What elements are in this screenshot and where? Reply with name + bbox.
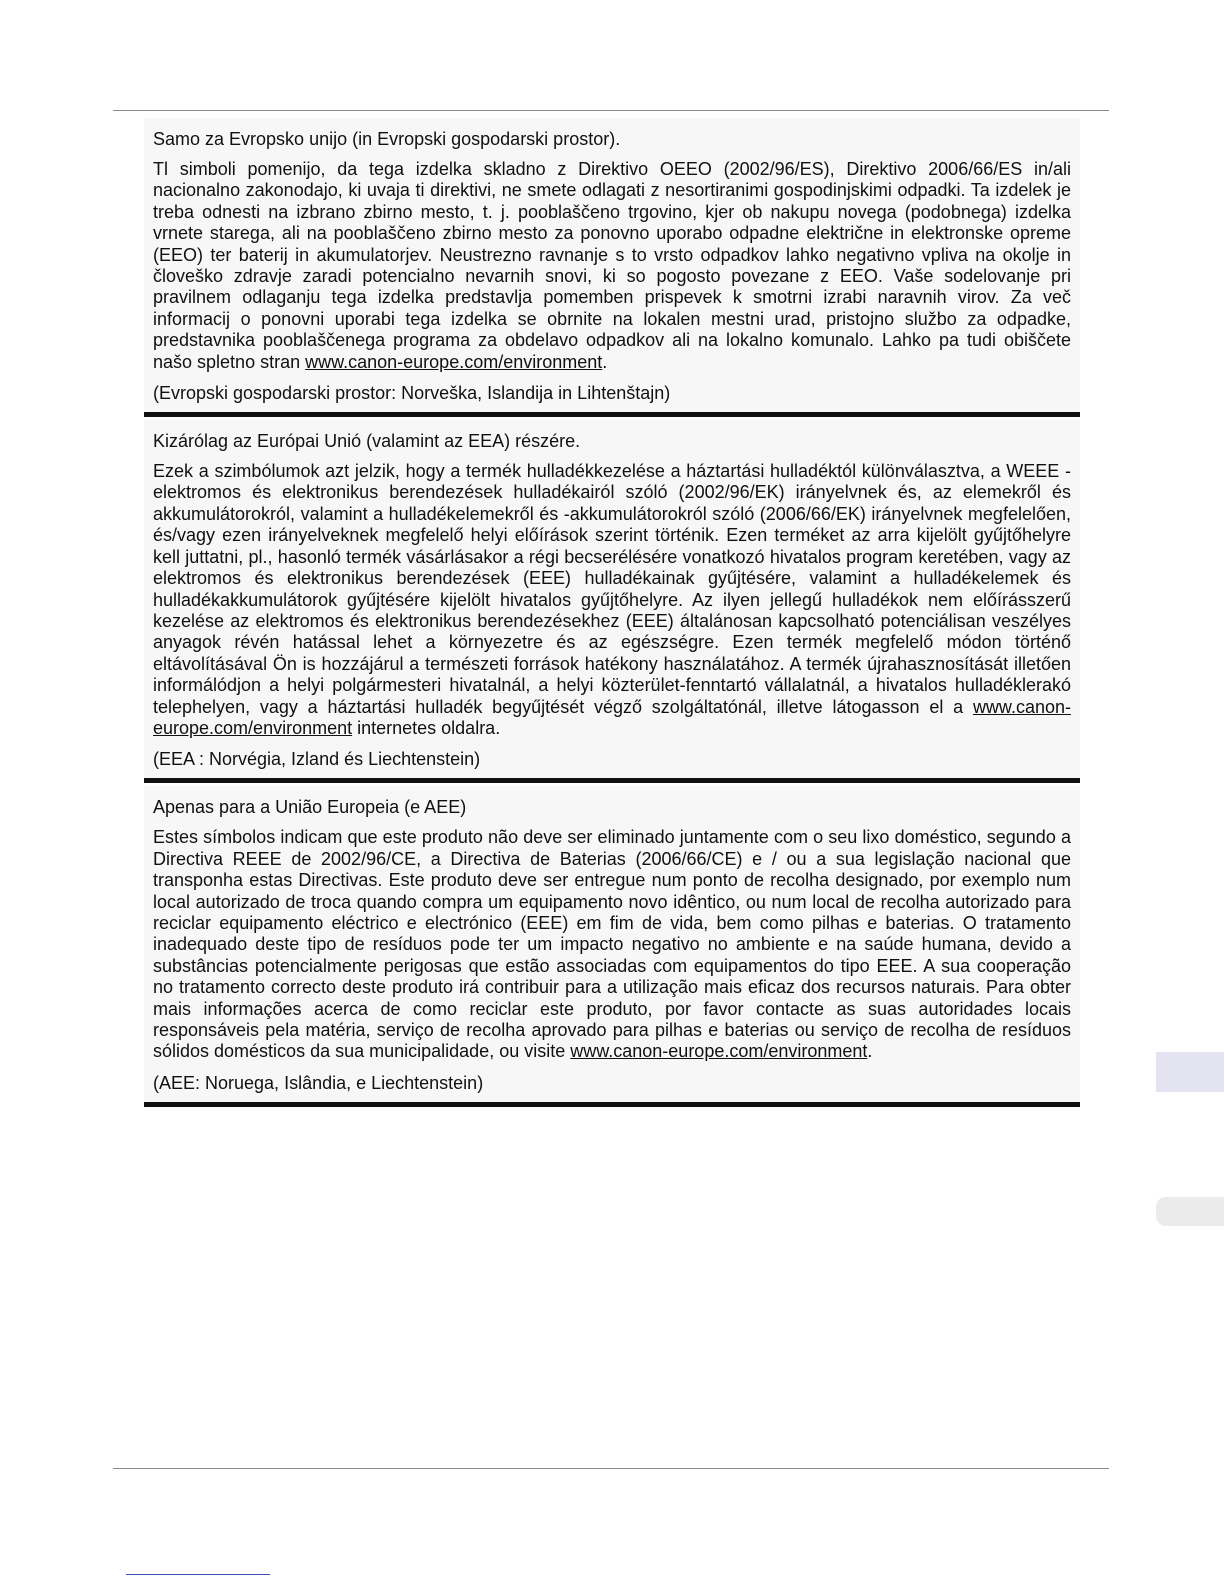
section-heading: Samo za Evropsko unijo (in Evropski gospodarski prostor). xyxy=(153,129,621,149)
section-hungarian xyxy=(144,420,1080,783)
section-heading: Kizárólag az Európai Unió (valamint az EEA) részére. xyxy=(153,431,581,452)
section-body-suffix: . xyxy=(602,351,608,372)
section-body-suffix: . xyxy=(867,1041,873,1062)
section-body xyxy=(153,461,1071,739)
footer-link-underline xyxy=(126,1574,270,1575)
environment-link[interactable]: www.canon-europe.com/environment xyxy=(570,1041,868,1062)
environment-link[interactable]: www.canon-europe.com/environment xyxy=(153,696,1071,738)
environment-link[interactable]: www.canon-europe.com/environment xyxy=(305,351,603,372)
section-body-suffix: internetes oldalra. xyxy=(352,717,501,738)
section-note: (Evropski gospodarski prostor: Norveška, Islandija in Lihtenštajn) xyxy=(153,383,671,404)
section-heading: Apenas para a União Europeia (e AEE) xyxy=(153,797,467,818)
chapter-tab-active[interactable] xyxy=(1156,1052,1224,1092)
footer-divider xyxy=(113,1468,1109,1469)
section-body xyxy=(153,159,1071,373)
section-body xyxy=(153,827,1071,1062)
section-body-text: Estes símbolos indicam que este produto não deve ser eliminado juntamente com o seu lixo doméstico, segundo a Directiva REEE de 2002/96/CE, a Directiva de Baterias (2006/66/CE) e / ou a sua legislação nacional que transponha estas Directivas. Este produto deve ser entregue num ponto de recolha designado, por exemplo num local autorizado de troca quando compra um equipamento novo idêntico, ou num local de recolha autorizado para reciclar equipamento eléctrico e electrónico (EEE) em fim de vida, bem como pilhas e baterias. O tratamento inadequado deste tipo de resíduos pode ter um impacto negativo no ambiente e na saúde humana, devido a substâncias potencialmente perigosas que estão associadas com equipamentos do tipo EEE. A sua cooperação no tratamento correcto deste produto irá contribuir para a utilização mais eficaz dos recursos naturais. Para obter mais informações acerca de como reciclar este produto, por favor contacte as suas autoridades locais responsáveis pela matéria, serviço de recolha aprovado para pilhas e baterias ou serviço de recolha de resíduos sólidos domésticos da sua municipalidade, ou visite xyxy=(153,827,1071,1062)
section-note: (EEA : Norvégia, Izland és Liechtenstein) xyxy=(153,749,481,770)
section-portuguese xyxy=(144,786,1080,1106)
header-divider xyxy=(113,110,1109,111)
section-body-text: Tl simboli pomenijo, da tega izdelka skladno z Direktivo OEEO (2002/96/ES), Direktivo 2006/66/ES in/ali nacionalno zakonodajo, ki uvaja ti direktivi, ne smete odlagati z nesortiranimi gospodinjskimi odpadki. Ta izdelek je treba odnesti na izbrano zbirno mesto, t. j. pooblaščeno trgovino, kjer ob nakupu novega (podobnega) izdelka vrnete starega, ali na pooblaščeno zbirno mesto za ponovno uporabo odpadne električne in elektronske opreme (EEO) ter baterij in akumulatorjev. Neustrezno ravnanje s to vrsto odpadkov lahko negativno vpliva na okolje in človeško zdravje zaradi potencialno nevarnih snovi, ki so pogosto povezane z EEO. Vaše sodelovanje pri pravilnem odlaganju tega izdelka predstavlja pomemben prispevek k smotrni izrabi naravnih virov. Za več informacij o ponovni uporabi tega izdelka se obrnite na lokalen mestni urad, pristojno službo za odpadke, predstavnika pooblaščenega programa za obdelavo odpadkov ali na lokalno komunalo. Lahko pa tudi obiščete našo spletno stran xyxy=(153,159,1071,372)
section-body-text: Ezek a szimbólumok azt jelzik, hogy a termék hulladékkezelése a háztartási hulladéktól különválasztva, a WEEE - elektromos és elektronikus berendezések hulladékairól szóló (2002/96/EK) irányelvnek és, az elemekről és akkumulátorokról, valamint a hulladékelemekről és -akkumulátorokról szóló (2006/66/EK) irányelvnek megfelelően, és/vagy ezen irányelveknek megfelelő helyi előírások szerint történik. Ezen terméket az arra kijelölt gyűjtőhelyre kell juttatni, pl., hasonló termék vásárlásakor a régi becserélésére vonatkozó hivatalos program keretében, vagy az elektromos és elektronikus berendezések (EEE) hulladékainak gyűjtésére, valamint a hulladékelemek és hulladékakkumulátorok gyűjtésére kijelölt hivatalos gyűjtőhelyre. Az ilyen jellegű hulladékok nem előírásszerű kezelése az elektromos és elektronikus berendezésekhez (EEE) általánosan kapcsolható potenciálisan veszélyes anyagok révén hatással lehet a környezetre és az egészségre. Ezen termék megfelelő módon történő eltávolításával Ön is hozzájárul a természeti források hatékony használatához. A termék újrahasznosítását illetően informálódjon a helyi polgármesteri hivatalnál, a helyi közterület-fenntartó vállalatnál, a hivatalos hulladéklerakó telephelyen, vagy a háztartási hulladék begyűjtését végző szolgáltatónál, illetve látogasson el a xyxy=(153,461,1071,717)
section-slovenian xyxy=(144,118,1080,417)
document-content xyxy=(144,118,1080,1110)
chapter-tab[interactable] xyxy=(1156,1197,1224,1226)
section-note: (AEE: Noruega, Islândia, e Liechtenstein) xyxy=(153,1072,484,1093)
